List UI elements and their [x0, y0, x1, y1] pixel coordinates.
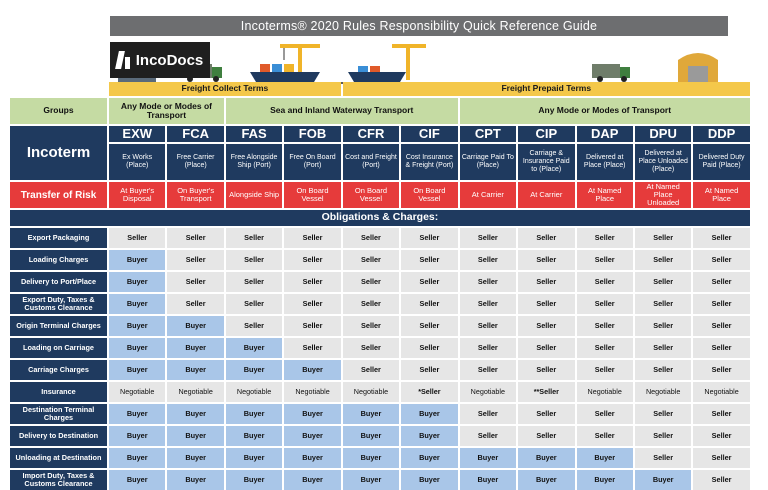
- incoterm-desc-cpt: Carriage Paid To (Place): [460, 144, 516, 180]
- table-cell: Seller: [167, 272, 223, 292]
- table-cell: Buyer: [226, 360, 282, 380]
- table-cell: Buyer: [167, 426, 223, 446]
- incodocs-logo-icon: [117, 51, 131, 69]
- table-cell: Seller: [693, 272, 749, 292]
- table-cell: Buyer: [518, 470, 574, 490]
- incoterm-code-fas: FAS: [226, 126, 282, 142]
- table-cell: Buyer: [109, 272, 165, 292]
- table-cell: Buyer: [460, 448, 516, 468]
- truck-icon-2: [592, 64, 630, 82]
- transfer-of-risk-label: Transfer of Risk: [10, 182, 107, 208]
- risk-cpt: At Carrier: [460, 182, 516, 208]
- incoterm-desc-exw: Ex Works (Place): [109, 144, 165, 180]
- table-cell: Seller: [577, 272, 633, 292]
- obligations-header: Obligations & Charges:: [10, 210, 750, 226]
- table-cell: Seller: [518, 404, 574, 424]
- table-cell: Negotiable: [635, 382, 691, 402]
- page-title: Incoterms® 2020 Rules Responsibility Quick Reference Guide: [110, 16, 728, 36]
- groups-label: Groups: [10, 98, 107, 124]
- table-cell: Buyer: [167, 470, 223, 490]
- table-cell: Seller: [460, 426, 516, 446]
- table-cell: Seller: [635, 294, 691, 314]
- table-cell: Buyer: [109, 316, 165, 336]
- table-cell: Seller: [167, 294, 223, 314]
- risk-dap: At Named Place: [577, 182, 633, 208]
- table-cell: Seller: [635, 250, 691, 270]
- row-label: Export Packaging: [10, 228, 107, 248]
- incoterm-code-cip: CIP: [518, 126, 574, 142]
- table-cell: Seller: [343, 360, 399, 380]
- row-label: Loading Charges: [10, 250, 107, 270]
- table-cell: Seller: [518, 272, 574, 292]
- risk-fob: On Board Vessel: [284, 182, 340, 208]
- row-label: Import Duty, Taxes & Customs Clearance: [10, 470, 107, 490]
- table-cell: Seller: [343, 338, 399, 358]
- table-cell: Buyer: [109, 404, 165, 424]
- table-cell: Seller: [460, 250, 516, 270]
- risk-fca: On Buyer's Transport: [167, 182, 223, 208]
- table-cell: Seller: [635, 404, 691, 424]
- freight-prepaid-header: Freight Prepaid Terms: [343, 82, 750, 96]
- risk-fas: Alongside Ship: [226, 182, 282, 208]
- table-cell: Seller: [226, 294, 282, 314]
- table-cell: Seller: [693, 404, 749, 424]
- table-cell: Seller: [577, 316, 633, 336]
- group-sea-inland: Sea and Inland Waterway Transport: [226, 98, 458, 124]
- table-cell: Seller: [401, 250, 457, 270]
- table-cell: Seller: [693, 448, 749, 468]
- table-cell: Seller: [693, 426, 749, 446]
- incoterm-desc-cif: Cost Insurance & Freight (Port): [401, 144, 457, 180]
- table-cell: Seller: [635, 426, 691, 446]
- table-cell: Seller: [343, 294, 399, 314]
- table-cell: Seller: [167, 250, 223, 270]
- table-cell: Seller: [284, 228, 340, 248]
- table-cell: Buyer: [226, 426, 282, 446]
- table-cell: Seller: [343, 272, 399, 292]
- table-cell: Seller: [635, 228, 691, 248]
- incoterm-code-cpt: CPT: [460, 126, 516, 142]
- table-cell: Seller: [635, 316, 691, 336]
- ship-icon-2: [348, 66, 406, 82]
- table-cell: Buyer: [401, 448, 457, 468]
- row-label: Origin Terminal Charges: [10, 316, 107, 336]
- table-cell: Negotiable: [109, 382, 165, 402]
- table-cell: Buyer: [401, 404, 457, 424]
- incoterm-desc-fas: Free Alongside Ship (Port): [226, 144, 282, 180]
- table-cell: Buyer: [343, 448, 399, 468]
- incoterm-desc-ddp: Delivered Duty Paid (Place): [693, 144, 749, 180]
- table-cell: Buyer: [167, 360, 223, 380]
- table-cell: Negotiable: [460, 382, 516, 402]
- table-cell: Buyer: [109, 448, 165, 468]
- table-cell: **Seller: [518, 382, 574, 402]
- table-cell: Seller: [635, 338, 691, 358]
- table-cell: Seller: [693, 294, 749, 314]
- table-cell: Seller: [343, 228, 399, 248]
- table-cell: Seller: [577, 228, 633, 248]
- table-cell: Seller: [284, 250, 340, 270]
- table-cell: Seller: [693, 250, 749, 270]
- incoterms-table: [10, 82, 745, 490]
- table-cell: Seller: [577, 338, 633, 358]
- table-cell: Buyer: [343, 470, 399, 490]
- table-cell: Buyer: [167, 338, 223, 358]
- table-cell: Seller: [460, 272, 516, 292]
- incodocs-logo: [110, 42, 210, 78]
- table-cell: Seller: [518, 338, 574, 358]
- table-cell: Buyer: [109, 470, 165, 490]
- risk-cfr: On Board Vessel: [343, 182, 399, 208]
- table-cell: Seller: [577, 404, 633, 424]
- table-cell: Seller: [343, 316, 399, 336]
- table-cell: Buyer: [226, 448, 282, 468]
- table-cell: Buyer: [577, 448, 633, 468]
- table-cell: Buyer: [109, 294, 165, 314]
- table-cell: Seller: [577, 250, 633, 270]
- table-cell: Buyer: [343, 426, 399, 446]
- table-cell: Negotiable: [226, 382, 282, 402]
- incoterm-desc-dpu: Delivered at Place Unloaded (Place): [635, 144, 691, 180]
- incoterm-code-ddp: DDP: [693, 126, 749, 142]
- table-cell: Seller: [693, 316, 749, 336]
- risk-exw: At Buyer's Disposal: [109, 182, 165, 208]
- warehouse-icon: [678, 53, 718, 82]
- table-cell: Seller: [693, 470, 749, 490]
- table-cell: Seller: [460, 360, 516, 380]
- row-label: Delivery to Port/Place: [10, 272, 107, 292]
- incoterm-code-dap: DAP: [577, 126, 633, 142]
- row-label: Loading on Carriage: [10, 338, 107, 358]
- table-cell: Buyer: [167, 404, 223, 424]
- table-cell: Seller: [401, 294, 457, 314]
- incoterm-code-dpu: DPU: [635, 126, 691, 142]
- table-cell: Seller: [518, 360, 574, 380]
- group-any-mode-left: Any Mode or Modes of Transport: [109, 98, 224, 124]
- table-cell: Negotiable: [284, 382, 340, 402]
- table-cell: Buyer: [343, 404, 399, 424]
- table-cell: Seller: [284, 316, 340, 336]
- incoterm-desc-cfr: Cost and Freight (Port): [343, 144, 399, 180]
- table-cell: Seller: [518, 294, 574, 314]
- table-cell: Seller: [226, 228, 282, 248]
- table-cell: Buyer: [460, 470, 516, 490]
- table-cell: Seller: [518, 228, 574, 248]
- table-cell: Seller: [577, 426, 633, 446]
- table-cell: Negotiable: [693, 382, 749, 402]
- ship-icon: [250, 64, 320, 82]
- risk-ddp: At Named Place: [693, 182, 749, 208]
- table-cell: Buyer: [284, 360, 340, 380]
- table-cell: Seller: [518, 426, 574, 446]
- table-cell: Seller: [284, 294, 340, 314]
- table-cell: Seller: [635, 272, 691, 292]
- incoterm-code-cfr: CFR: [343, 126, 399, 142]
- table-cell: Buyer: [401, 426, 457, 446]
- table-cell: Seller: [401, 360, 457, 380]
- table-cell: Buyer: [109, 360, 165, 380]
- table-cell: Buyer: [109, 338, 165, 358]
- table-cell: Seller: [518, 316, 574, 336]
- row-label: Export Duty, Taxes & Customs Clearance: [10, 294, 107, 314]
- incoterm-code-cif: CIF: [401, 126, 457, 142]
- table-cell: Seller: [518, 250, 574, 270]
- table-cell: Seller: [693, 338, 749, 358]
- incoterm-label: Incoterm: [10, 126, 107, 180]
- table-cell: Buyer: [284, 448, 340, 468]
- table-cell: Buyer: [167, 316, 223, 336]
- table-cell: Buyer: [284, 426, 340, 446]
- table-cell: Seller: [401, 338, 457, 358]
- incoterm-desc-cip: Carriage & Insurance Paid to (Place): [518, 144, 574, 180]
- incoterm-code-exw: EXW: [109, 126, 165, 142]
- row-label: Insurance: [10, 382, 107, 402]
- table-cell: Buyer: [226, 404, 282, 424]
- table-cell: Negotiable: [167, 382, 223, 402]
- table-cell: Seller: [460, 404, 516, 424]
- table-cell: Seller: [109, 228, 165, 248]
- table-cell: Buyer: [401, 470, 457, 490]
- logo-text: IncoDocs: [135, 51, 204, 69]
- table-cell: Buyer: [109, 250, 165, 270]
- row-label: Destination Terminal Charges: [10, 404, 107, 424]
- table-cell: Buyer: [226, 338, 282, 358]
- table-cell: Buyer: [284, 470, 340, 490]
- risk-dpu: At Named Place Unloaded: [635, 182, 691, 208]
- incoterm-desc-fob: Free On Board (Port): [284, 144, 340, 180]
- table-cell: Buyer: [577, 470, 633, 490]
- freight-collect-header: Freight Collect Terms: [109, 82, 341, 96]
- table-cell: Seller: [284, 338, 340, 358]
- table-cell: Seller: [226, 316, 282, 336]
- table-cell: Seller: [635, 360, 691, 380]
- table-cell: Seller: [401, 272, 457, 292]
- table-cell: Buyer: [284, 404, 340, 424]
- table-cell: Buyer: [635, 470, 691, 490]
- table-cell: Seller: [343, 250, 399, 270]
- row-label: Carriage Charges: [10, 360, 107, 380]
- group-any-mode-right: Any Mode or Modes of Transport: [460, 98, 750, 124]
- table-cell: Buyer: [109, 426, 165, 446]
- row-label: Unloading at Destination: [10, 448, 107, 468]
- table-cell: Buyer: [518, 448, 574, 468]
- table-cell: Negotiable: [577, 382, 633, 402]
- corner-blank: [10, 82, 107, 96]
- incoterm-desc-fca: Free Carrier (Place): [167, 144, 223, 180]
- table-cell: Seller: [693, 228, 749, 248]
- table-cell: Seller: [460, 294, 516, 314]
- table-cell: Buyer: [226, 470, 282, 490]
- table-cell: Seller: [460, 316, 516, 336]
- table-cell: Seller: [401, 228, 457, 248]
- table-cell: Seller: [226, 272, 282, 292]
- table-cell: Seller: [693, 360, 749, 380]
- table-cell: Seller: [577, 294, 633, 314]
- table-cell: Seller: [226, 250, 282, 270]
- table-cell: Seller: [401, 316, 457, 336]
- table-cell: Seller: [167, 228, 223, 248]
- table-cell: Negotiable: [343, 382, 399, 402]
- table-cell: Seller: [284, 272, 340, 292]
- incoterm-code-fob: FOB: [284, 126, 340, 142]
- table-cell: Seller: [577, 360, 633, 380]
- incoterm-desc-dap: Delivered at Place (Place): [577, 144, 633, 180]
- risk-cif: On Board Vessel: [401, 182, 457, 208]
- risk-cip: At Carrier: [518, 182, 574, 208]
- incoterm-code-fca: FCA: [167, 126, 223, 142]
- table-cell: Seller: [635, 448, 691, 468]
- table-cell: Seller: [460, 338, 516, 358]
- table-cell: *Seller: [401, 382, 457, 402]
- table-cell: Buyer: [167, 448, 223, 468]
- table-cell: Seller: [460, 228, 516, 248]
- row-label: Delivery to Destination: [10, 426, 107, 446]
